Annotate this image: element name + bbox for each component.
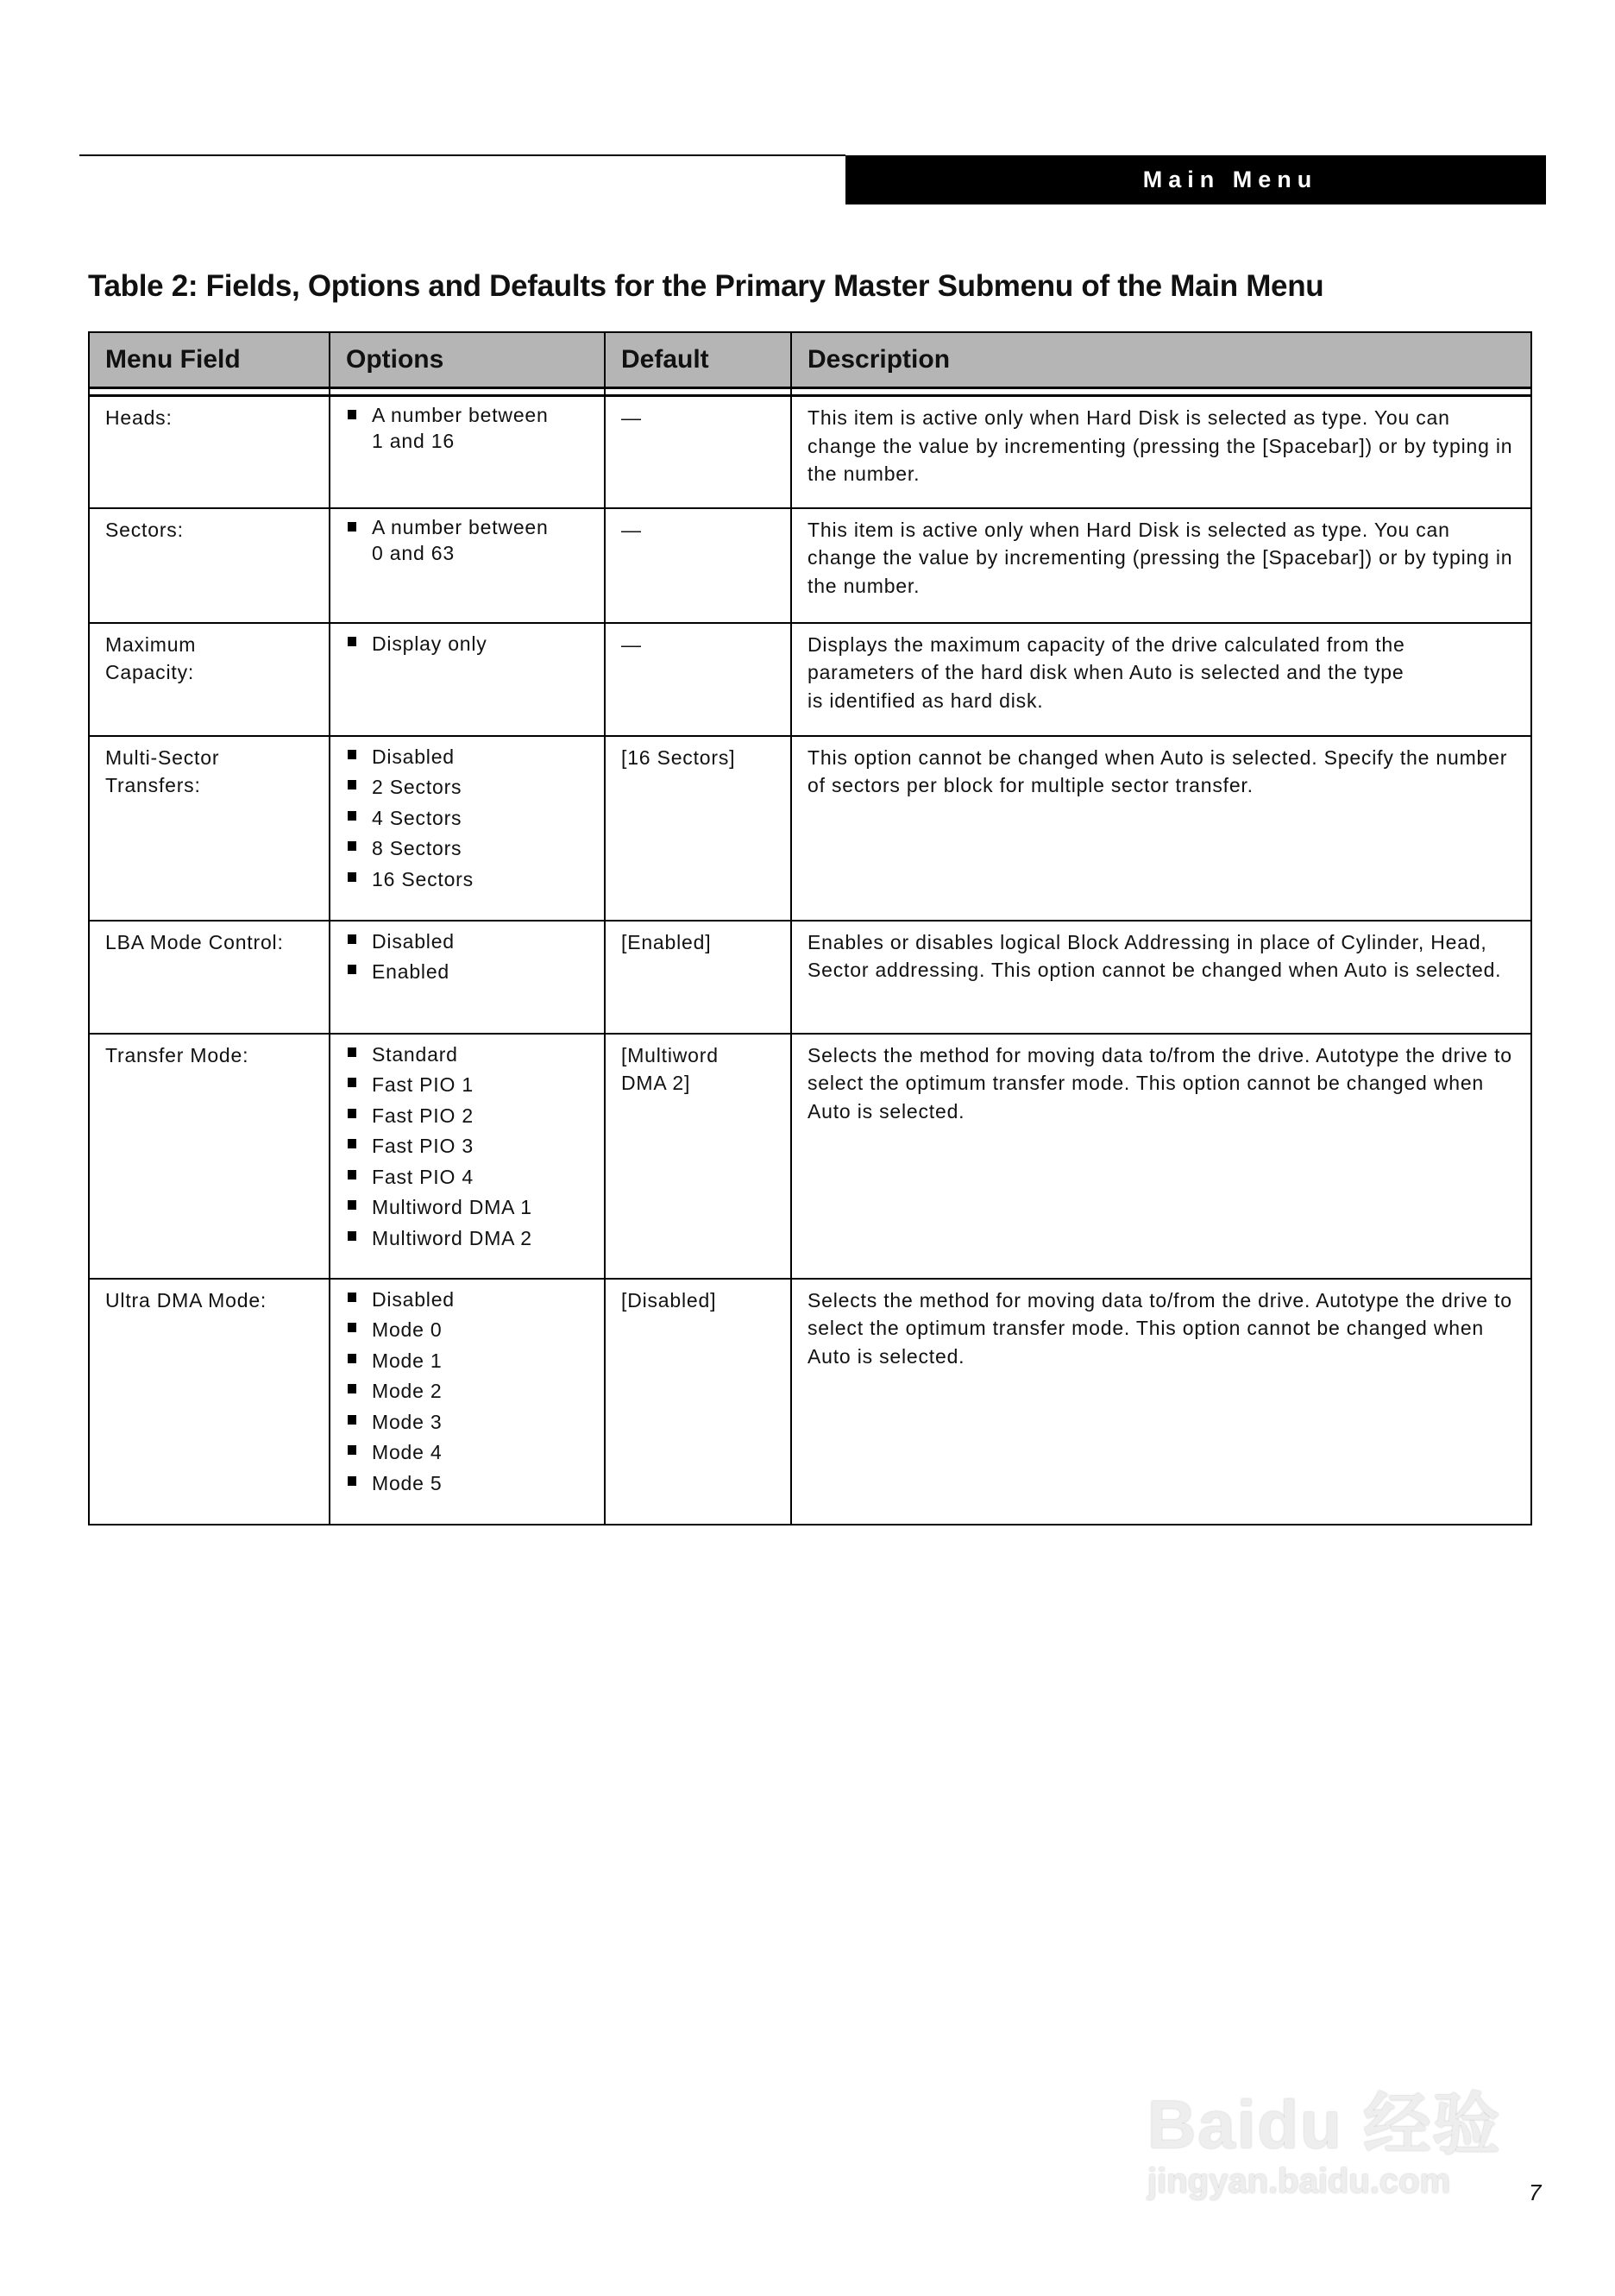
option-item — [346, 1376, 588, 1407]
cell-menu-field: Multi-Sector Transfers: — [89, 736, 330, 921]
option-label: Mode 3 — [372, 1410, 443, 1433]
cell-options — [330, 736, 605, 921]
cell-default: — — [605, 508, 791, 623]
header-divider — [89, 388, 1531, 396]
section-title: Main Menu — [1142, 167, 1318, 192]
option-label: 2 Sectors — [372, 776, 462, 798]
bullet-icon — [348, 1415, 356, 1425]
option-item — [346, 629, 588, 660]
bullet-icon — [348, 1200, 356, 1210]
column-header-description: Description — [791, 332, 1531, 388]
bullet-icon — [348, 637, 356, 646]
bullet-icon — [348, 1476, 356, 1486]
bullet-icon — [348, 410, 356, 419]
option-label: Display only — [372, 632, 487, 655]
table-row — [89, 736, 1531, 921]
bullet-icon — [348, 750, 356, 759]
option-item — [346, 772, 588, 803]
option-label: A number between 1 and 16 — [372, 404, 549, 452]
cell-description: This item is active only when Hard Disk is selected as type. You can change the value by incrementing (pressing the [Spacebar]) or by typing in the number. — [791, 396, 1531, 508]
option-label: Multiword DMA 1 — [372, 1196, 532, 1218]
option-item — [346, 1407, 588, 1438]
bullet-icon — [348, 1354, 356, 1363]
options-list — [346, 927, 588, 988]
option-item — [346, 1346, 588, 1377]
option-item — [346, 1101, 588, 1132]
bullet-icon — [348, 872, 356, 882]
option-label: 16 Sectors — [372, 867, 474, 890]
bullet-icon — [348, 1078, 356, 1087]
bullet-icon — [348, 811, 356, 821]
option-item — [346, 1040, 588, 1071]
table-row — [89, 921, 1531, 1034]
bullet-icon — [348, 1384, 356, 1393]
cell-options — [330, 623, 605, 736]
option-label: Fast PIO 3 — [372, 1135, 474, 1157]
column-header-options: Options — [330, 332, 605, 388]
bullet-icon — [348, 965, 356, 974]
option-item — [346, 1285, 588, 1316]
cell-description: This option cannot be changed when Auto is selected. Specify the number of sectors per block for multiple sector transfer. — [791, 736, 1531, 921]
table-row — [89, 1034, 1531, 1279]
option-item — [346, 957, 588, 988]
option-label: 4 Sectors — [372, 806, 462, 829]
header-rule — [79, 154, 845, 156]
cell-default: [Disabled] — [605, 1279, 791, 1525]
option-item — [346, 1469, 588, 1500]
cell-menu-field: Transfer Mode: — [89, 1034, 330, 1279]
option-item — [346, 514, 588, 569]
options-list — [346, 1285, 588, 1500]
bullet-icon — [348, 1445, 356, 1455]
bullet-icon — [348, 1170, 356, 1179]
table-header-row — [89, 332, 1531, 388]
table-row — [89, 396, 1531, 508]
option-item — [346, 865, 588, 896]
table-row — [89, 1279, 1531, 1525]
option-item — [346, 402, 588, 457]
bullet-icon — [348, 1323, 356, 1332]
option-label: Disabled — [372, 745, 455, 768]
options-list — [346, 514, 588, 569]
cell-options — [330, 1034, 605, 1279]
table-row — [89, 623, 1531, 736]
option-label: Disabled — [372, 1287, 455, 1311]
option-label: Enabled — [372, 960, 450, 983]
cell-description: Displays the maximum capacity of the drive calculated from the parameters of the hard disk when Auto is selected and the type is identified as hard disk. — [791, 623, 1531, 736]
cell-default: [Enabled] — [605, 921, 791, 1034]
bullet-icon — [348, 1231, 356, 1241]
option-item — [346, 1223, 588, 1255]
bullet-icon — [348, 1047, 356, 1057]
options-list — [346, 402, 588, 457]
bullet-icon — [348, 522, 356, 532]
bullet-icon — [348, 841, 356, 851]
cell-description: Enables or disables logical Block Addressing in place of Cylinder, Head, Sector addressing. This option cannot be changed when Auto is selected. — [791, 921, 1531, 1034]
cell-menu-field: Ultra DMA Mode: — [89, 1279, 330, 1525]
option-label: Mode 0 — [372, 1318, 443, 1341]
cell-description: Selects the method for moving data to/from the drive. Autotype the drive to select the optimum transfer mode. This option cannot be changed when Auto is selected. — [791, 1279, 1531, 1525]
cell-options — [330, 508, 605, 623]
cell-description: Selects the method for moving data to/from the drive. Autotype the drive to select the optimum transfer mode. This option cannot be changed when Auto is selected. — [791, 1034, 1531, 1279]
baidu-watermark-logo: Baidu 经验 jingyan.baidu.com — [1147, 2086, 1502, 2200]
option-label: Fast PIO 4 — [372, 1165, 474, 1188]
cell-default: [Multiword DMA 2] — [605, 1034, 791, 1279]
option-label: Fast PIO 1 — [372, 1073, 474, 1096]
option-label: 8 Sectors — [372, 837, 462, 859]
option-label: Mode 5 — [372, 1471, 443, 1494]
column-header-menu-field: Menu Field — [89, 332, 330, 388]
option-label: Multiword DMA 2 — [372, 1226, 532, 1249]
options-list — [346, 1040, 588, 1255]
cell-menu-field: LBA Mode Control: — [89, 921, 330, 1034]
cell-menu-field: Maximum Capacity: — [89, 623, 330, 736]
option-item — [346, 1070, 588, 1101]
cell-default: — — [605, 396, 791, 508]
table-title: Table 2: Fields, Options and Defaults for the Primary Master Submenu of the Main Menu — [88, 269, 1324, 303]
option-label: Mode 4 — [372, 1441, 443, 1463]
bullet-icon — [348, 1139, 356, 1148]
option-label: Disabled — [372, 929, 455, 953]
option-item — [346, 833, 588, 865]
option-item — [346, 742, 588, 773]
option-label: Fast PIO 2 — [372, 1104, 474, 1127]
cell-menu-field: Heads: — [89, 396, 330, 508]
option-item — [346, 1315, 588, 1346]
bullet-icon — [348, 780, 356, 789]
table-row — [89, 508, 1531, 623]
options-list — [346, 742, 588, 896]
column-header-default: Default — [605, 332, 791, 388]
option-label: Mode 1 — [372, 1349, 443, 1372]
cell-description: This item is active only when Hard Disk is selected as type. You can change the value by incrementing (pressing the [Spacebar]) or by typing in the number. — [791, 508, 1531, 623]
option-label: Standard — [372, 1042, 458, 1066]
cell-options — [330, 396, 605, 508]
cell-menu-field: Sectors: — [89, 508, 330, 623]
option-item — [346, 1437, 588, 1469]
cell-options — [330, 921, 605, 1034]
option-item — [346, 1162, 588, 1193]
section-header — [845, 155, 1546, 204]
fields-table — [88, 331, 1532, 1525]
option-item — [346, 1131, 588, 1162]
bullet-icon — [348, 934, 356, 944]
option-item — [346, 803, 588, 834]
option-label: Mode 2 — [372, 1380, 443, 1402]
option-item — [346, 927, 588, 958]
option-item — [346, 1192, 588, 1223]
cell-options — [330, 1279, 605, 1525]
options-list — [346, 629, 588, 660]
bullet-icon — [348, 1293, 356, 1302]
cell-default: [16 Sectors] — [605, 736, 791, 921]
bullet-icon — [348, 1109, 356, 1118]
cell-default: — — [605, 623, 791, 736]
page-number: 7 — [1529, 2180, 1542, 2205]
option-label: A number between 0 and 63 — [372, 515, 549, 564]
